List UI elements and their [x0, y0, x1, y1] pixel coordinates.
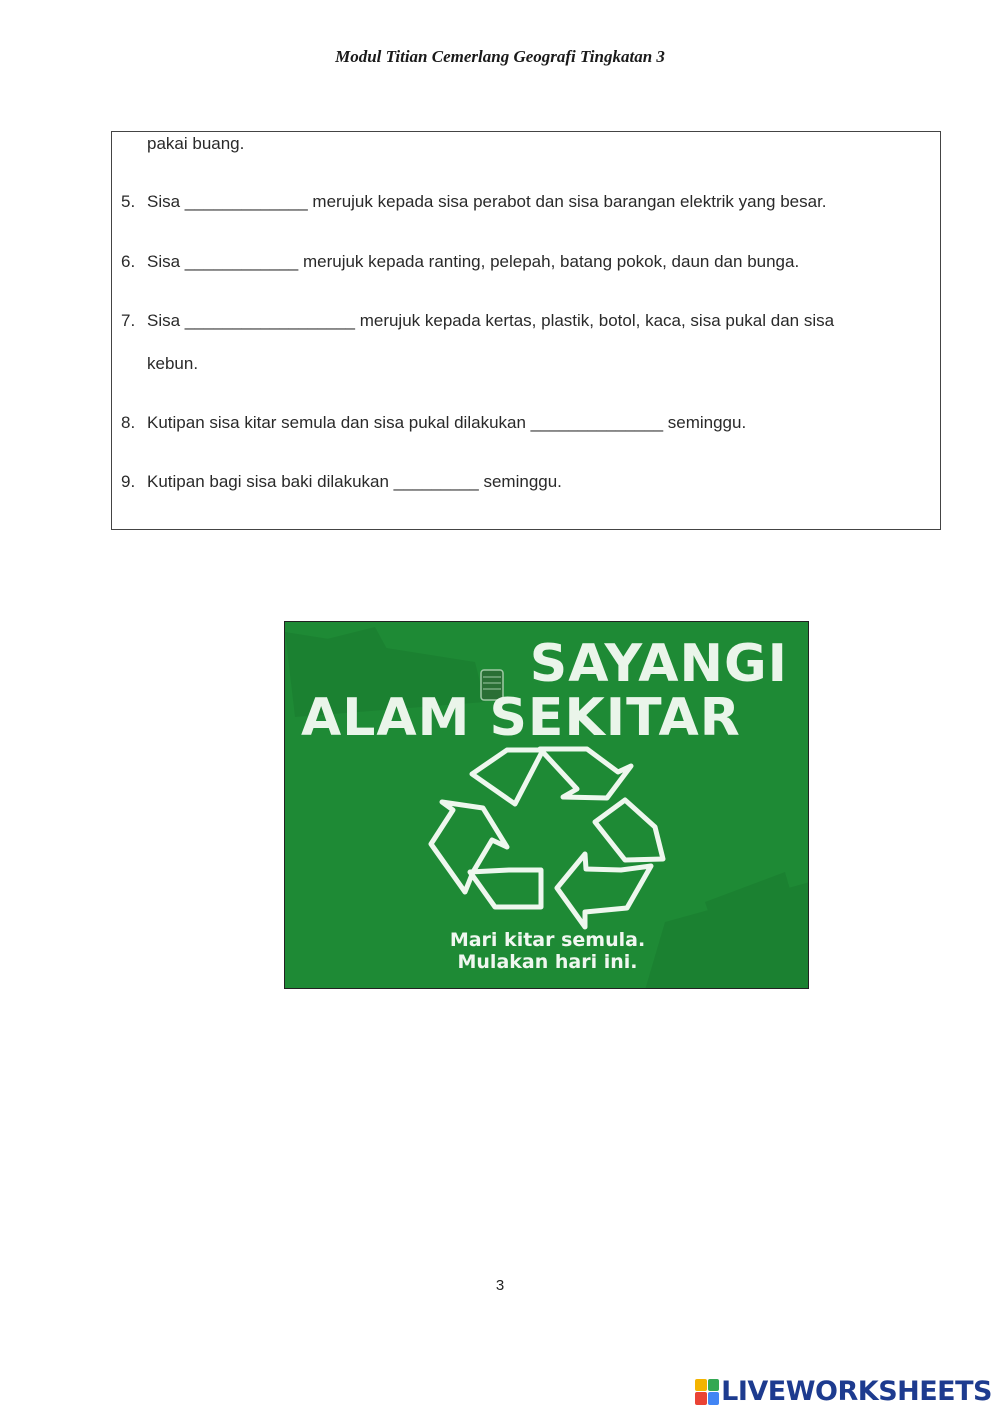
question-continuation-text: pakai buang.	[147, 134, 245, 153]
question-number: 5.	[121, 192, 136, 211]
question-number: 6.	[121, 252, 136, 271]
question-text: Kutipan sisa kitar semula dan sisa pukal dilakukan ______________ seminggu.	[147, 413, 747, 432]
recycle-icon	[431, 749, 663, 927]
question-number: 8.	[121, 413, 136, 432]
liveworksheets-brand: LIVEWORKSHEETS	[721, 1376, 992, 1407]
question-text-continuation: kebun.	[147, 354, 199, 373]
liveworksheets-logo[interactable]	[695, 1376, 992, 1407]
poster-subtitle-line2: Mulakan hari ini.	[457, 951, 638, 973]
recycle-poster	[284, 621, 809, 989]
question-number: 9.	[121, 472, 136, 491]
page-number: 3	[495, 1277, 505, 1294]
poster-subtitle-line1: Mari kitar semula.	[449, 929, 646, 951]
poster-title-line2: ALAM SEKITAR	[301, 688, 741, 748]
question-text: Sisa __________________ merujuk kepada kertas, plastik, botol, kaca, sisa pukal dan sisa	[147, 311, 835, 330]
question-text: Sisa ____________ merujuk kepada ranting, pelepah, batang pokok, daun dan bunga.	[147, 252, 800, 271]
question-text: Kutipan bagi sisa baki dilakukan _________ seminggu.	[147, 472, 562, 491]
question-text: Sisa _____________ merujuk kepada sisa perabot dan sisa barangan elektrik yang besar.	[147, 192, 827, 211]
liveworksheets-icon	[695, 1379, 719, 1405]
page-header-title: Modul Titian Cemerlang Geografi Tingkatan 3	[335, 47, 665, 66]
poster-title-line1: SAYANGI	[529, 634, 788, 694]
question-box	[111, 131, 941, 530]
question-number: 7.	[121, 311, 136, 330]
